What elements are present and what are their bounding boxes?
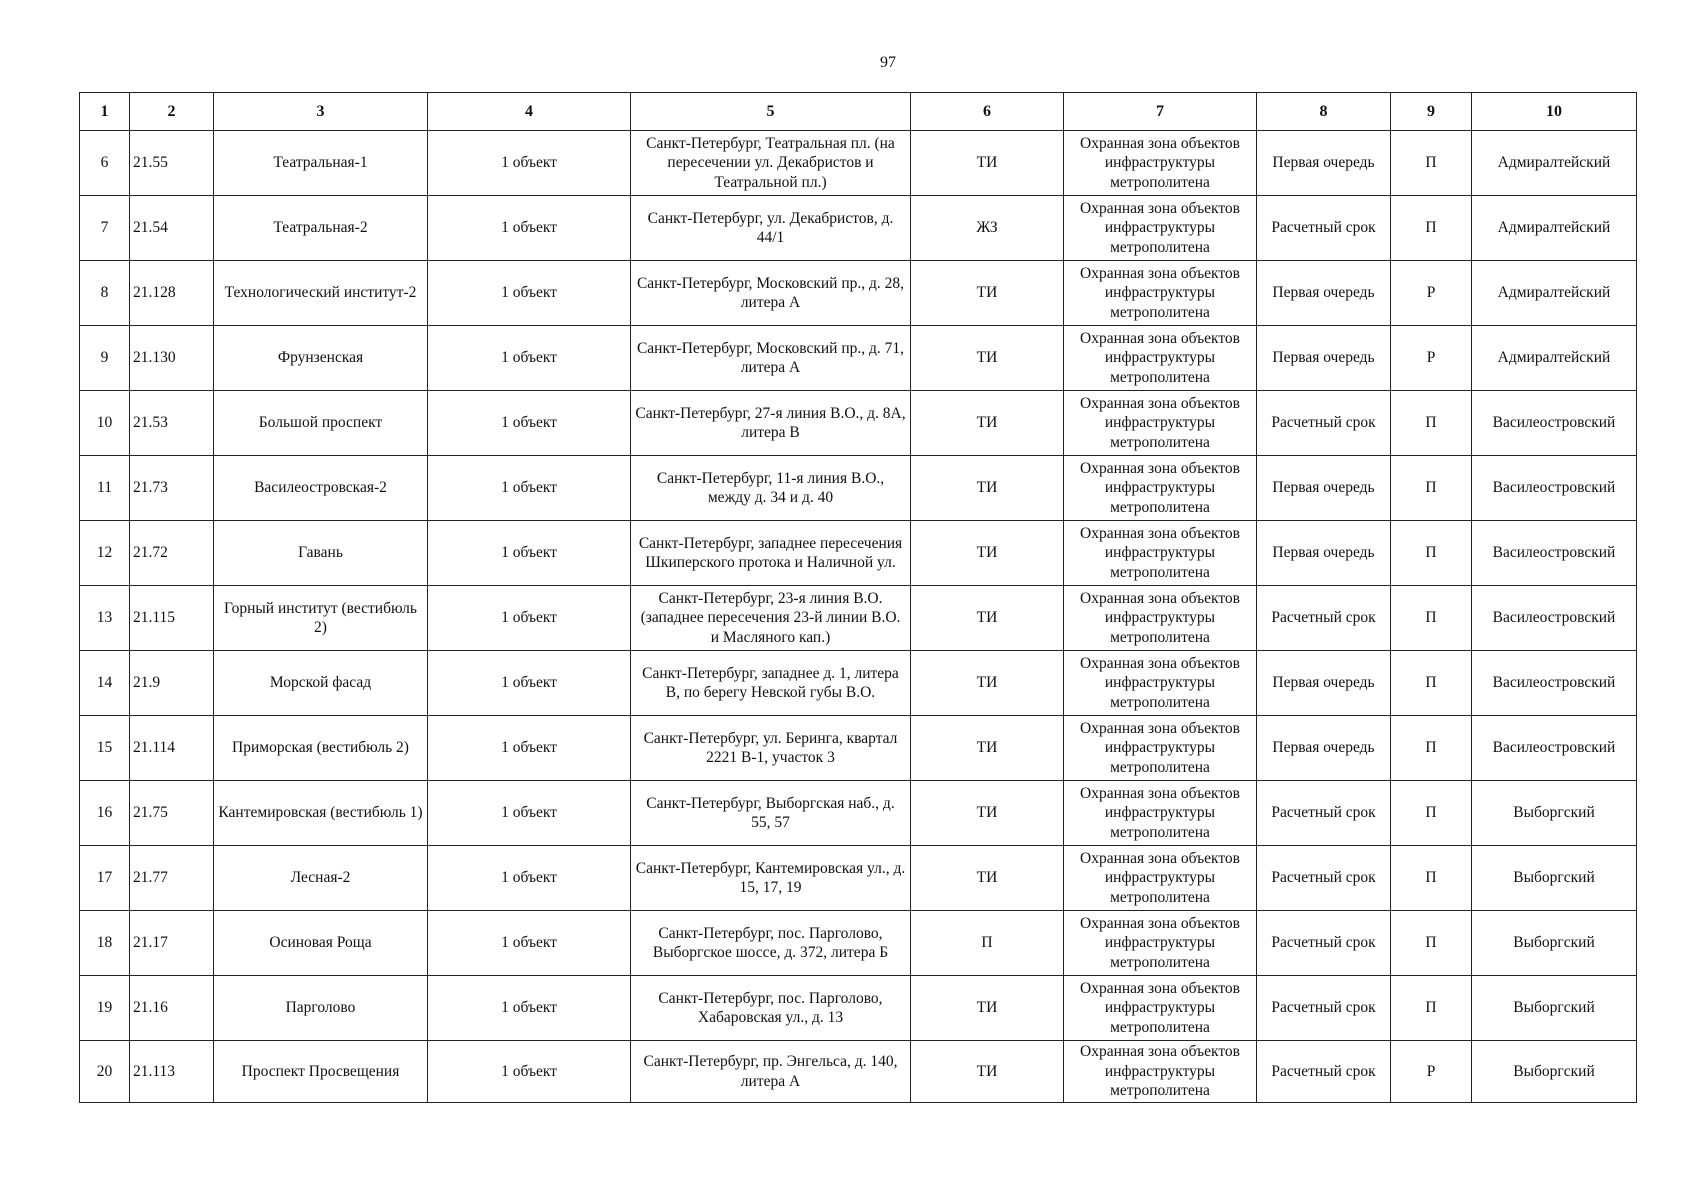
restriction-cell: Охранная зона объектов инфраструктуры метрополитена [1064,456,1257,521]
restriction-cell: Охранная зона объектов инфраструктуры метрополитена [1064,131,1257,196]
stage-cell: Первая очередь [1257,326,1391,391]
zone-type-cell: ТИ [911,846,1064,911]
code-cell: 21.9 [130,651,214,716]
row-number-cell: 14 [80,651,130,716]
status-cell: Р [1391,261,1472,326]
count-cell: 1 объект [428,846,631,911]
count-cell: 1 объект [428,521,631,586]
table-header-row [80,93,1637,131]
district-cell: Василеостровский [1472,456,1637,521]
code-cell: 21.72 [130,521,214,586]
address-cell: Санкт-Петербург, Театральная пл. (на пересечении ул. Декабристов и Театральной пл.) [631,131,911,196]
table-row [80,976,1637,1041]
stage-cell: Расчетный срок [1257,781,1391,846]
code-cell: 21.55 [130,131,214,196]
header-cell: 9 [1391,93,1472,131]
table-row [80,131,1637,196]
status-cell: П [1391,131,1472,196]
district-cell: Выборгский [1472,976,1637,1041]
code-cell: 21.77 [130,846,214,911]
header-cell: 1 [80,93,130,131]
restriction-cell: Охранная зона объектов инфраструктуры метрополитена [1064,781,1257,846]
name-cell: Приморская (вестибюль 2) [214,716,428,781]
header-cell: 2 [130,93,214,131]
stage-cell: Первая очередь [1257,131,1391,196]
district-cell: Выборгский [1472,781,1637,846]
zone-type-cell: ТИ [911,391,1064,456]
name-cell: Проспект Просвещения [214,1041,428,1103]
stage-cell: Расчетный срок [1257,911,1391,976]
count-cell: 1 объект [428,456,631,521]
zone-type-cell: ТИ [911,651,1064,716]
code-cell: 21.115 [130,586,214,651]
address-cell: Санкт-Петербург, Московский пр., д. 28, литера А [631,261,911,326]
count-cell: 1 объект [428,976,631,1041]
district-cell: Адмиралтейский [1472,196,1637,261]
row-number-cell: 20 [80,1041,130,1103]
row-number-cell: 18 [80,911,130,976]
restriction-cell: Охранная зона объектов инфраструктуры метрополитена [1064,846,1257,911]
restriction-cell: Охранная зона объектов инфраструктуры метрополитена [1064,521,1257,586]
zone-type-cell: ТИ [911,456,1064,521]
code-cell: 21.54 [130,196,214,261]
zone-type-cell: ТИ [911,716,1064,781]
row-number-cell: 11 [80,456,130,521]
table-row [80,586,1637,651]
address-cell: Санкт-Петербург, Выборгская наб., д. 55, 57 [631,781,911,846]
district-cell: Адмиралтейский [1472,326,1637,391]
code-cell: 21.130 [130,326,214,391]
table-row [80,456,1637,521]
district-cell: Адмиралтейский [1472,131,1637,196]
code-cell: 21.128 [130,261,214,326]
header-cell: 4 [428,93,631,131]
row-number-cell: 7 [80,196,130,261]
status-cell: П [1391,196,1472,261]
code-cell: 21.114 [130,716,214,781]
zone-type-cell: ТИ [911,521,1064,586]
district-cell: Выборгский [1472,1041,1637,1103]
row-number-cell: 15 [80,716,130,781]
stage-cell: Первая очередь [1257,261,1391,326]
row-number-cell: 10 [80,391,130,456]
row-number-cell: 9 [80,326,130,391]
header-cell: 10 [1472,93,1637,131]
name-cell: Технологический институт-2 [214,261,428,326]
table-row [80,1041,1637,1103]
name-cell: Гавань [214,521,428,586]
table-row [80,521,1637,586]
code-cell: 21.75 [130,781,214,846]
restriction-cell: Охранная зона объектов инфраструктуры метрополитена [1064,391,1257,456]
count-cell: 1 объект [428,261,631,326]
stage-cell: Расчетный срок [1257,846,1391,911]
row-number-cell: 12 [80,521,130,586]
zone-type-cell: ТИ [911,1041,1064,1103]
count-cell: 1 объект [428,196,631,261]
name-cell: Театральная-1 [214,131,428,196]
count-cell: 1 объект [428,651,631,716]
restriction-cell: Охранная зона объектов инфраструктуры метрополитена [1064,651,1257,716]
stage-cell: Расчетный срок [1257,196,1391,261]
stage-cell: Первая очередь [1257,651,1391,716]
name-cell: Осиновая Роща [214,911,428,976]
name-cell: Кантемировская (вестибюль 1) [214,781,428,846]
name-cell: Театральная-2 [214,196,428,261]
restriction-cell: Охранная зона объектов инфраструктуры метрополитена [1064,196,1257,261]
restriction-cell: Охранная зона объектов инфраструктуры метрополитена [1064,1041,1257,1103]
page-number: 97 [880,54,896,71]
status-cell: П [1391,586,1472,651]
count-cell: 1 объект [428,716,631,781]
table-row [80,261,1637,326]
restriction-cell: Охранная зона объектов инфраструктуры метрополитена [1064,261,1257,326]
name-cell: Василеостровская-2 [214,456,428,521]
zone-type-cell: ТИ [911,976,1064,1041]
address-cell: Санкт-Петербург, Кантемировская ул., д. 15, 17, 19 [631,846,911,911]
count-cell: 1 объект [428,781,631,846]
stage-cell: Расчетный срок [1257,1041,1391,1103]
header-cell: 3 [214,93,428,131]
code-cell: 21.16 [130,976,214,1041]
restriction-cell: Охранная зона объектов инфраструктуры метрополитена [1064,976,1257,1041]
name-cell: Парголово [214,976,428,1041]
address-cell: Санкт-Петербург, 27-я линия В.О., д. 8А, литера В [631,391,911,456]
table-row [80,651,1637,716]
restriction-cell: Охранная зона объектов инфраструктуры метрополитена [1064,326,1257,391]
zone-type-cell: ЖЗ [911,196,1064,261]
address-cell: Санкт-Петербург, западнее пересечения Шкиперского протока и Наличной ул. [631,521,911,586]
status-cell: Р [1391,326,1472,391]
stage-cell: Расчетный срок [1257,391,1391,456]
status-cell: П [1391,521,1472,586]
status-cell: П [1391,456,1472,521]
code-cell: 21.17 [130,911,214,976]
count-cell: 1 объект [428,911,631,976]
address-cell: Санкт-Петербург, ул. Декабристов, д. 44/1 [631,196,911,261]
district-cell: Василеостровский [1472,716,1637,781]
address-cell: Санкт-Петербург, пос. Парголово, Выборгское шоссе, д. 372, литера Б [631,911,911,976]
stage-cell: Первая очередь [1257,521,1391,586]
address-cell: Санкт-Петербург, ул. Беринга, квартал 2221 В-1, участок 3 [631,716,911,781]
status-cell: П [1391,716,1472,781]
district-cell: Василеостровский [1472,391,1637,456]
district-cell: Василеостровский [1472,651,1637,716]
restriction-cell: Охранная зона объектов инфраструктуры метрополитена [1064,716,1257,781]
name-cell: Фрунзенская [214,326,428,391]
zone-type-cell: ТИ [911,586,1064,651]
table-row [80,716,1637,781]
address-cell: Санкт-Петербург, западнее д. 1, литера В, по берегу Невской губы В.О. [631,651,911,716]
row-number-cell: 19 [80,976,130,1041]
table-row [80,196,1637,261]
district-cell: Василеостровский [1472,586,1637,651]
zone-type-cell: П [911,911,1064,976]
status-cell: Р [1391,1041,1472,1103]
count-cell: 1 объект [428,586,631,651]
table-row [80,326,1637,391]
restriction-cell: Охранная зона объектов инфраструктуры метрополитена [1064,586,1257,651]
zone-type-cell: ТИ [911,131,1064,196]
address-cell: Санкт-Петербург, 23-я линия В.О. (западнее пересечения 23-й линии В.О. и Масляного кап.) [631,586,911,651]
count-cell: 1 объект [428,1041,631,1103]
status-cell: П [1391,781,1472,846]
zone-type-cell: ТИ [911,261,1064,326]
address-cell: Санкт-Петербург, Московский пр., д. 71, литера А [631,326,911,391]
restriction-cell: Охранная зона объектов инфраструктуры метрополитена [1064,911,1257,976]
status-cell: П [1391,846,1472,911]
stage-cell: Расчетный срок [1257,586,1391,651]
table-row [80,781,1637,846]
count-cell: 1 объект [428,131,631,196]
header-cell: 7 [1064,93,1257,131]
row-number-cell: 17 [80,846,130,911]
name-cell: Лесная-2 [214,846,428,911]
table-row [80,846,1637,911]
district-cell: Выборгский [1472,911,1637,976]
district-cell: Адмиралтейский [1472,261,1637,326]
count-cell: 1 объект [428,391,631,456]
table-row [80,391,1637,456]
header-cell: 5 [631,93,911,131]
status-cell: П [1391,911,1472,976]
header-cell: 8 [1257,93,1391,131]
district-cell: Выборгский [1472,846,1637,911]
name-cell: Морской фасад [214,651,428,716]
row-number-cell: 16 [80,781,130,846]
data-table [79,92,1637,1103]
district-cell: Василеостровский [1472,521,1637,586]
address-cell: Санкт-Петербург, 11-я линия В.О., между д. 34 и д. 40 [631,456,911,521]
address-cell: Санкт-Петербург, пр. Энгельса, д. 140, литера А [631,1041,911,1103]
stage-cell: Первая очередь [1257,456,1391,521]
row-number-cell: 6 [80,131,130,196]
status-cell: П [1391,391,1472,456]
code-cell: 21.113 [130,1041,214,1103]
row-number-cell: 8 [80,261,130,326]
stage-cell: Расчетный срок [1257,976,1391,1041]
status-cell: П [1391,651,1472,716]
name-cell: Горный институт (вестибюль 2) [214,586,428,651]
code-cell: 21.73 [130,456,214,521]
code-cell: 21.53 [130,391,214,456]
stage-cell: Первая очередь [1257,716,1391,781]
status-cell: П [1391,976,1472,1041]
header-cell: 6 [911,93,1064,131]
name-cell: Большой проспект [214,391,428,456]
zone-type-cell: ТИ [911,326,1064,391]
table-row [80,911,1637,976]
count-cell: 1 объект [428,326,631,391]
row-number-cell: 13 [80,586,130,651]
zone-type-cell: ТИ [911,781,1064,846]
address-cell: Санкт-Петербург, пос. Парголово, Хабаровская ул., д. 13 [631,976,911,1041]
